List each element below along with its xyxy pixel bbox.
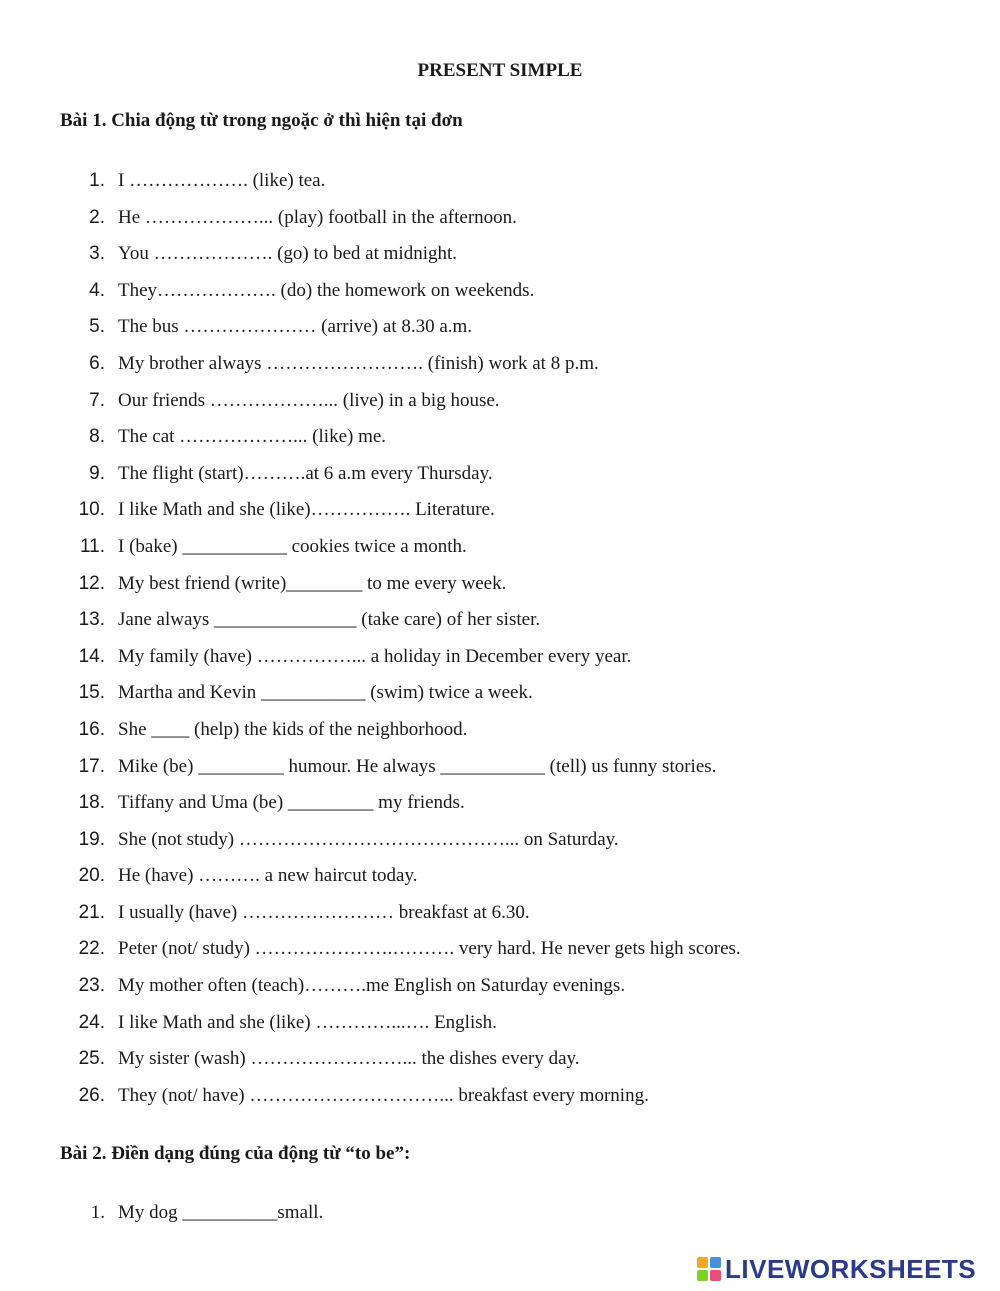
list-item [0, 1202, 1000, 1239]
list-item [0, 207, 1000, 244]
section-2-heading: Bài 2. Điền dạng đúng của động từ “to be”: [60, 1143, 411, 1164]
logo-block [710, 1257, 721, 1268]
section-1-heading: Bài 1. Chia động từ trong ngoặc ở thì hiện tại đơn [60, 110, 463, 131]
item-number: 19. [78, 828, 105, 850]
item-number: 2. [89, 206, 105, 228]
list-item [0, 902, 1000, 939]
exercise-1-list [0, 170, 1000, 1121]
item-number: 8. [89, 426, 105, 448]
list-item [0, 499, 1000, 536]
item-text: I ………………. (like) tea. [118, 170, 326, 191]
item-text: I usually (have) …………………… breakfast at 6.30. [118, 901, 530, 923]
list-item [0, 170, 1000, 207]
item-number: 4. [89, 279, 105, 301]
item-number: 9. [89, 462, 105, 484]
item-number: 18. [78, 792, 105, 814]
item-number: 20. [78, 865, 105, 887]
list-item [0, 463, 1000, 500]
list-item [0, 243, 1000, 280]
item-text: They (not/ have) …………………………... breakfast every morning. [118, 1084, 649, 1106]
list-item [0, 829, 1000, 866]
list-item [0, 609, 1000, 646]
item-text: I like Math and she (like) …………...…. English. [118, 1011, 497, 1033]
list-item [0, 646, 1000, 683]
item-text: Jane always _______________ (take care) of her sister. [118, 609, 541, 631]
list-item [0, 280, 1000, 317]
list-item [0, 353, 1000, 390]
list-item [0, 1012, 1000, 1049]
item-text: They………………. (do) the homework on weekends. [118, 279, 535, 301]
item-number: 6. [89, 352, 105, 374]
item-number: 5. [89, 316, 105, 338]
item-text: My brother always ……………………. (finish) work at 8 p.m. [118, 352, 599, 374]
list-item [0, 975, 1000, 1012]
list-item [0, 719, 1000, 756]
logo-text: LIVEWORKSHEETS [725, 1253, 977, 1284]
item-text: Peter (not/ study) ………………….………. very hard. He never gets high scores. [118, 938, 741, 960]
list-item [0, 682, 1000, 719]
logo-block [697, 1257, 708, 1268]
item-text: He (have) ………. a new haircut today. [118, 865, 418, 887]
item-number: 3. [89, 243, 105, 265]
item-number: 10. [78, 499, 105, 521]
item-number: 22. [78, 938, 105, 960]
item-number: 24. [78, 1011, 105, 1033]
logo-blocks-icon [697, 1257, 721, 1281]
list-item [0, 792, 1000, 829]
item-text: Martha and Kevin ___________ (swim) twice a week. [118, 682, 533, 704]
item-text: My dog __________small. [118, 1202, 324, 1223]
item-number: 13. [78, 609, 105, 631]
list-item [0, 536, 1000, 573]
item-text: Tiffany and Uma (be) _________ my friends. [118, 792, 465, 814]
item-number: 23. [78, 975, 105, 997]
item-number: 16. [78, 718, 105, 740]
list-item [0, 573, 1000, 610]
list-item [0, 938, 1000, 975]
item-text: The cat ………………... (like) me. [118, 426, 387, 448]
item-text: The bus ………………… (arrive) at 8.30 a.m. [118, 316, 473, 338]
logo-block [697, 1270, 708, 1281]
liveworksheets-logo [697, 1254, 976, 1284]
item-number: 1. [90, 1202, 105, 1223]
item-number: 12. [78, 572, 105, 594]
item-number: 26. [78, 1084, 105, 1106]
list-item [0, 756, 1000, 793]
item-text: Mike (be) _________ humour. He always ___________ (tell) us funny stories. [118, 755, 717, 777]
item-text: Our friends ………………... (live) in a big house. [118, 389, 500, 411]
item-text: I like Math and she (like)……………. Literature. [118, 499, 495, 521]
item-text: My best friend (write)________ to me every week. [118, 572, 507, 594]
list-item [0, 390, 1000, 427]
list-item [0, 1048, 1000, 1085]
item-number: 21. [78, 901, 105, 923]
item-text: He ………………... (play) football in the afternoon. [118, 206, 517, 228]
item-number: 25. [78, 1048, 105, 1070]
item-text: My sister (wash) ……………………... the dishes every day. [118, 1048, 580, 1070]
list-item [0, 865, 1000, 902]
item-text: She ____ (help) the kids of the neighborhood. [118, 718, 468, 740]
item-text: She (not study) ……………………………………... on Saturday. [118, 828, 619, 850]
item-text: My mother often (teach)……….me English on Saturday evenings. [118, 975, 626, 997]
item-number: 15. [78, 682, 105, 704]
item-text: You ………………. (go) to bed at midnight. [118, 243, 458, 265]
item-text: My family (have) ……………... a holiday in December every year. [118, 645, 632, 667]
item-number: 17. [78, 755, 105, 777]
item-number: 11. [79, 535, 105, 557]
list-item [0, 426, 1000, 463]
item-text: The flight (start)……….at 6 a.m every Thursday. [118, 462, 493, 484]
list-item [0, 316, 1000, 353]
logo-block [710, 1270, 721, 1281]
exercise-2-list [0, 1202, 1000, 1239]
item-number: 1. [89, 170, 105, 191]
list-item [0, 1085, 1000, 1122]
page-title: PRESENT SIMPLE [417, 60, 583, 81]
item-number: 7. [89, 389, 105, 411]
item-text: I (bake) ___________ cookies twice a month. [118, 535, 467, 557]
item-number: 14. [78, 645, 105, 667]
